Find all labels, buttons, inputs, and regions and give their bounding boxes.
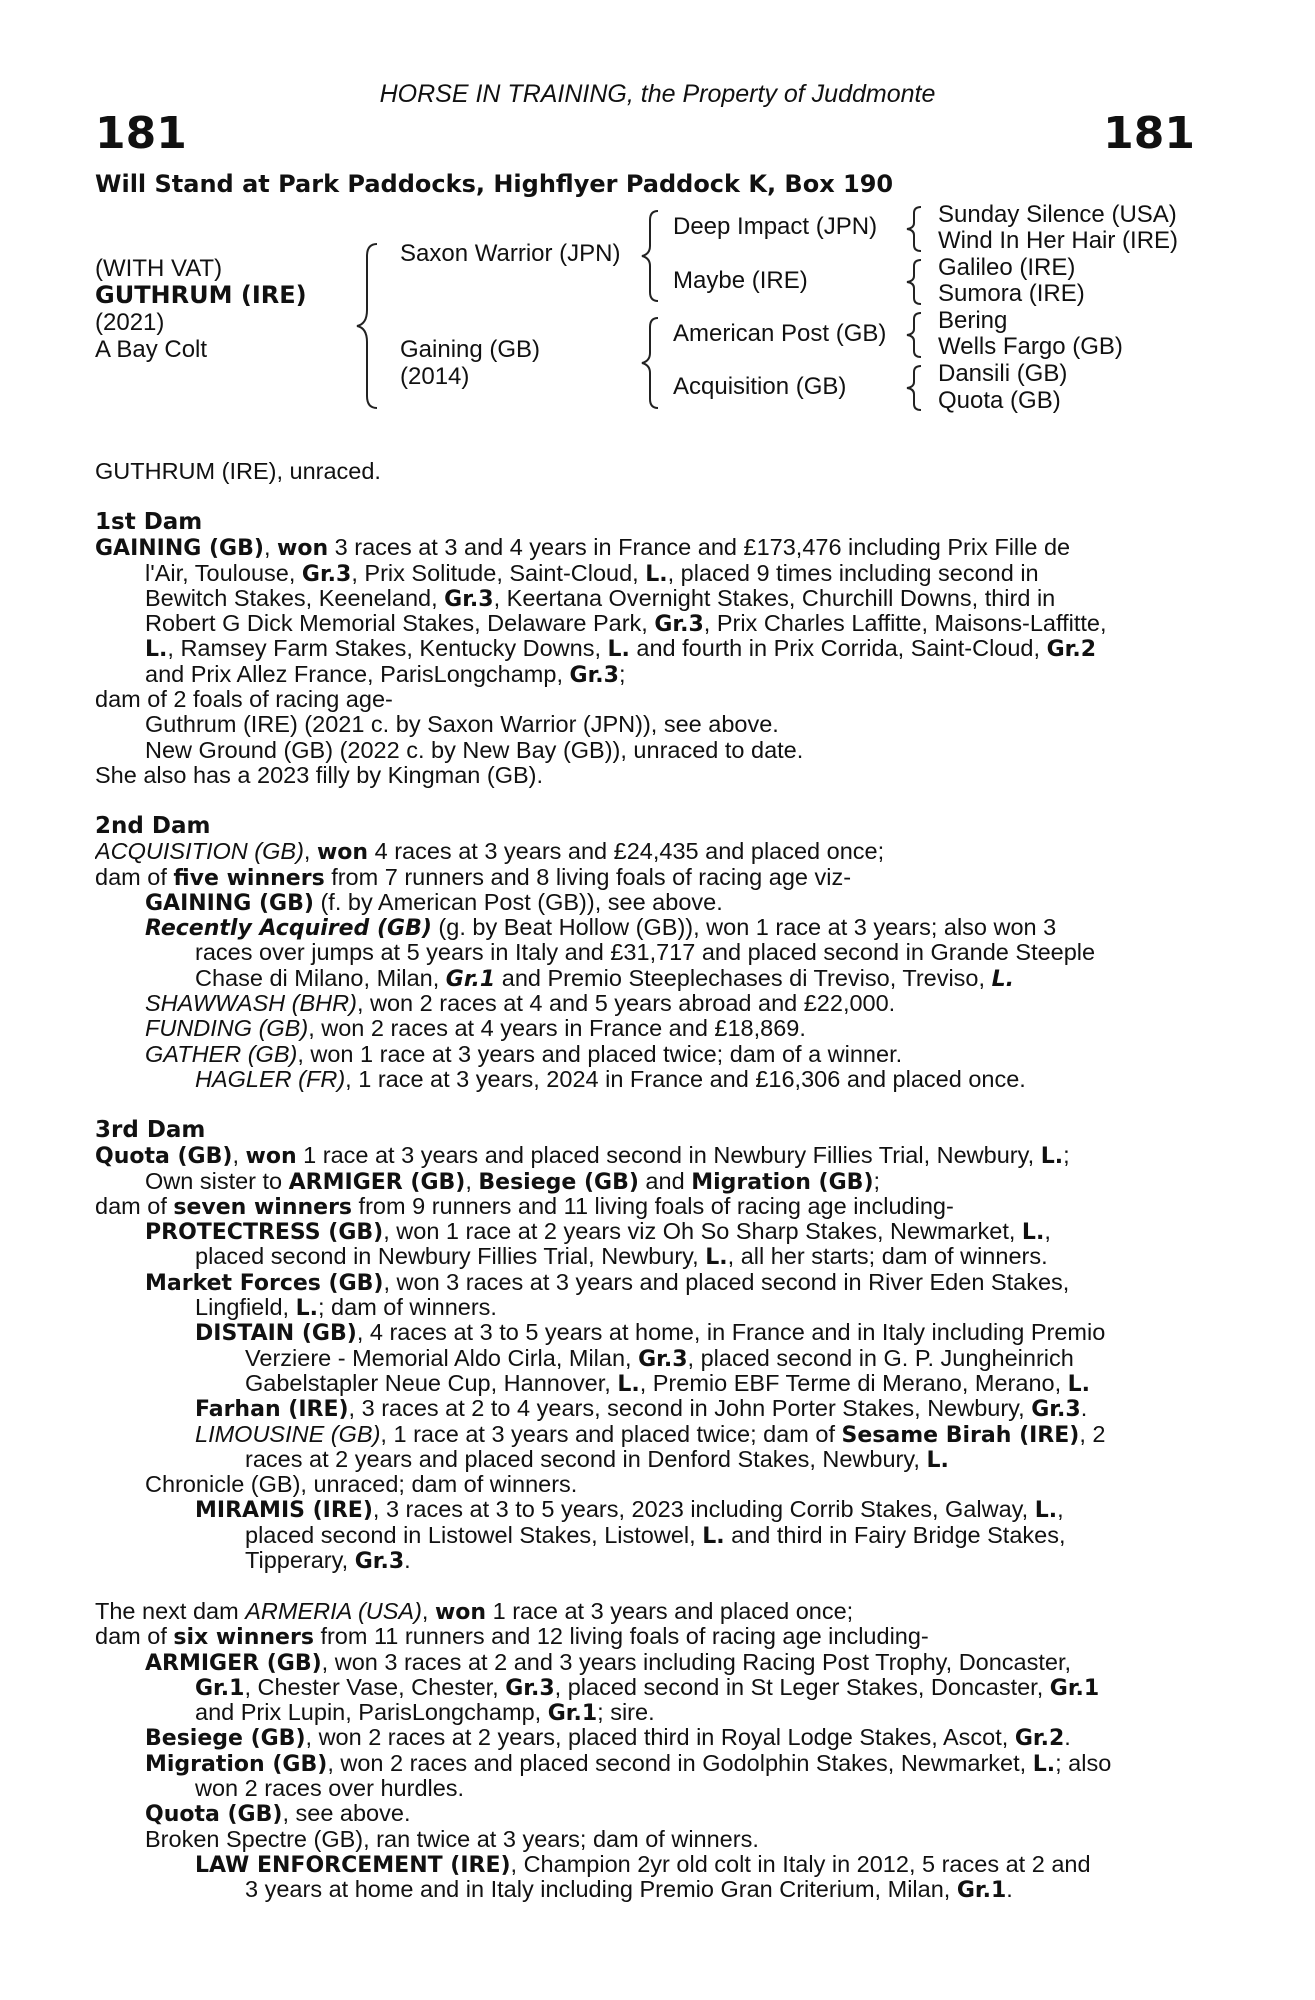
horse-name: Recently Acquired (GB) xyxy=(145,916,432,941)
text: The next dam xyxy=(95,1599,246,1624)
text-line xyxy=(95,611,1205,636)
grade: L. xyxy=(702,1523,725,1549)
horse-name: Besiege (GB) xyxy=(478,1169,639,1194)
grade: Gr.1 xyxy=(547,1701,598,1726)
text: Verziere - Memorial Aldo Cirla, Milan, xyxy=(245,1345,639,1371)
text-line xyxy=(95,1320,1205,1345)
text: and third in Fairy Bridge Stakes, xyxy=(724,1522,1066,1548)
dam-name: Gaining (GB) xyxy=(400,336,541,363)
text-line xyxy=(95,890,1205,915)
text-line xyxy=(95,662,1205,687)
text: ; sire. xyxy=(597,1700,655,1726)
text-line xyxy=(95,1042,1205,1067)
text: , won 2 races and placed second in Godolphin Stakes, Newmarket, xyxy=(327,1750,1033,1776)
grade: Gr.1 xyxy=(195,1675,245,1701)
section-title: 1st Dam xyxy=(95,510,203,535)
text: 1 race at 3 years and placed once; xyxy=(486,1599,854,1624)
text: 4 races at 3 years and £24,435 and placed once; xyxy=(368,839,885,865)
text: , 1 race at 3 years and placed twice; dam of xyxy=(380,1421,842,1447)
grade: L. xyxy=(1032,1751,1056,1777)
text: , Prix Charles Laffitte, Maisons-Laffitte, xyxy=(703,611,1107,637)
text: , Champion 2yr old colt in Italy in 2012, 5 races at 2 and xyxy=(510,1851,1091,1877)
horse-name: DISTAIN (GB) xyxy=(195,1321,357,1346)
intro-block xyxy=(95,459,1205,484)
text-line xyxy=(95,1675,1205,1700)
text: won xyxy=(245,1144,297,1169)
text: and xyxy=(638,1168,692,1194)
horse-name: Quota (GB) xyxy=(95,1144,233,1169)
text-line xyxy=(95,535,1205,560)
grade: L. xyxy=(991,966,1014,992)
dam-sire: American Post (GB) xyxy=(673,320,887,347)
text-line xyxy=(95,1852,1205,1877)
horse-name: Besiege (GB) xyxy=(145,1726,306,1751)
text: , Ramsey Farm Stakes, Kentucky Downs, xyxy=(167,636,608,662)
horse-name: Migration (GB) xyxy=(691,1169,874,1194)
ancestor-dss: Bering xyxy=(938,307,1008,334)
text-line xyxy=(95,839,1205,864)
text: , xyxy=(232,1143,246,1169)
text: ; xyxy=(618,661,626,687)
text-line xyxy=(95,1801,1205,1826)
text-line: dam of 2 foals of racing age- xyxy=(95,687,393,713)
grade: Gr.3 xyxy=(444,586,494,612)
ancestor-ssd: Wind In Her Hair (IRE) xyxy=(938,227,1179,254)
horse-name: LIMOUSINE (GB) xyxy=(195,1421,381,1447)
text-line: Chronicle (GB), unraced; dam of winners. xyxy=(145,1472,578,1498)
grade: Gr.3 xyxy=(354,1549,405,1574)
text-line xyxy=(95,1447,1205,1472)
text: seven winners xyxy=(173,1194,353,1220)
text-line: won 2 races over hurdles. xyxy=(195,1776,465,1802)
text: (g. by Beat Hollow (GB)), won 1 race at 3 years; also won 3 xyxy=(431,915,1057,941)
text: Chase di Milano, Milan, xyxy=(195,965,446,991)
text-line xyxy=(95,1725,1205,1750)
horse-name: ACQUISITION (GB) xyxy=(95,839,304,865)
dam-dam: Acquisition (GB) xyxy=(673,373,847,400)
text: l'Air, Toulouse, xyxy=(145,560,302,586)
text: . xyxy=(1006,1877,1013,1903)
sire-name: Saxon Warrior (JPN) xyxy=(400,240,621,267)
pedigree-brace-main xyxy=(355,240,395,410)
text-line xyxy=(95,1143,1205,1168)
text: , 4 races at 3 to 5 years at home, in France and in Italy including Premio xyxy=(356,1320,1106,1346)
text: , xyxy=(263,535,277,561)
text-line: Guthrum (IRE) (2021 c. by Saxon Warrior (JPN)), see above. xyxy=(145,712,779,738)
ancestor-sss: Sunday Silence (USA) xyxy=(938,201,1177,228)
horse-name: ARMIGER (GB) xyxy=(288,1169,466,1194)
text: . xyxy=(1064,1725,1071,1751)
horse-name: Market Forces (GB) xyxy=(145,1270,384,1296)
section-title: 2nd Dam xyxy=(95,814,211,839)
sire-brace xyxy=(640,208,670,308)
text: won xyxy=(277,536,329,561)
text-line xyxy=(95,915,1205,940)
grade: Gr.3 xyxy=(505,1675,555,1701)
ancestor-sds: Galileo (IRE) xyxy=(938,254,1076,281)
text-line: She also has a 2023 filly by Kingman (GB). xyxy=(95,762,544,788)
second-dam-section xyxy=(95,814,1205,1092)
text-line xyxy=(95,1346,1205,1371)
text: , xyxy=(421,1599,435,1624)
text-line: races over jumps at 5 years in Italy and £31,717 and placed second in Grande Steeple xyxy=(195,940,1096,966)
text: , xyxy=(303,839,317,865)
grade: L. xyxy=(1040,1144,1064,1169)
brace-sd xyxy=(905,258,933,306)
horse-name: GAINING (GB) xyxy=(145,890,314,916)
text-line xyxy=(95,966,1205,991)
dam-year: (2014) xyxy=(400,363,470,390)
grade: L. xyxy=(145,637,168,662)
grade: L. xyxy=(295,1296,318,1321)
brace-ss xyxy=(905,205,933,253)
text: , won 3 races at 3 years and placed second in River Eden Stakes, xyxy=(383,1269,1070,1295)
text: , won 3 races at 2 and 3 years including Racing Post Trophy, Doncaster, xyxy=(321,1649,1072,1675)
horse-name: GUTHRUM (IRE) xyxy=(95,281,307,309)
text: placed second in Newbury Fillies Trial, Newbury, xyxy=(195,1244,706,1270)
text: ; xyxy=(1063,1143,1070,1169)
text-line xyxy=(95,1751,1205,1776)
third-dam-section xyxy=(95,1118,1205,1573)
text: and Premio Steeplechases di Treviso, Treviso, xyxy=(495,965,992,991)
text: , xyxy=(465,1168,479,1194)
text: dam of xyxy=(95,864,174,890)
text: won xyxy=(316,840,369,865)
horse-name: GAINING (GB) xyxy=(95,536,264,561)
text: dam of xyxy=(95,1193,174,1219)
text: . xyxy=(404,1548,411,1574)
text-line xyxy=(95,1219,1205,1244)
horse-name: Quota (GB) xyxy=(145,1802,283,1827)
brace-ds xyxy=(905,311,933,359)
text: six winners xyxy=(173,1625,314,1650)
grade: Gr.2 xyxy=(1046,637,1096,662)
text: ; dam of winners. xyxy=(318,1295,497,1321)
grade: Gr.3 xyxy=(569,662,619,688)
sire-sire: Deep Impact (JPN) xyxy=(673,213,878,240)
horse-name: ARMIGER (GB) xyxy=(145,1650,322,1675)
grade: L. xyxy=(1021,1220,1045,1245)
text-line xyxy=(95,1877,1205,1902)
catalogue-header: HORSE IN TRAINING, the Property of Juddmonte xyxy=(379,80,936,108)
grade: Gr.3 xyxy=(1031,1397,1081,1422)
text: , 3 races at 3 to 5 years, 2023 including Corrib Stakes, Galway, xyxy=(372,1497,1035,1523)
text-line xyxy=(95,1396,1205,1421)
text-line xyxy=(95,1295,1205,1320)
grade: Gr.2 xyxy=(1014,1726,1065,1751)
vat-note: (WITH VAT) xyxy=(95,255,223,282)
grade: L. xyxy=(607,637,630,662)
grade: L. xyxy=(926,1447,949,1473)
text: , won 1 race at 3 years and placed twice; dam of a winner. xyxy=(297,1041,903,1067)
text: , Prix Solitude, Saint-Cloud, xyxy=(351,560,646,586)
text: from 7 runners and 8 living foals of racing age viz- xyxy=(324,864,852,890)
text-line: New Ground (GB) (2022 c. by New Bay (GB)), unraced to date. xyxy=(145,737,804,763)
text: , won 2 races at 4 years in France and £18,869. xyxy=(308,1016,806,1042)
intro-line: GUTHRUM (IRE), unraced. xyxy=(95,459,381,484)
grade: L. xyxy=(705,1245,728,1270)
text: Lingfield, xyxy=(195,1295,296,1321)
horse-name: FUNDING (GB) xyxy=(145,1016,309,1042)
text-line xyxy=(95,1523,1205,1548)
horse-name: MIRAMIS (IRE) xyxy=(195,1498,373,1523)
text-line xyxy=(95,1067,1205,1092)
text: from 9 runners and 11 living foals of racing age including- xyxy=(352,1193,954,1219)
text-line xyxy=(95,561,1205,586)
text: 3 years at home and in Italy including Premio Gran Criterium, Milan, xyxy=(245,1877,957,1903)
text: , placed second in St Leger Stakes, Doncaster, xyxy=(554,1674,1050,1700)
text: , Chester Vase, Chester, xyxy=(244,1674,506,1700)
grade: Gr.3 xyxy=(638,1346,688,1371)
text-line xyxy=(95,1497,1205,1522)
text: Bewitch Stakes, Keeneland, xyxy=(145,585,445,611)
text: and Prix Lupin, ParisLongchamp, xyxy=(195,1700,548,1726)
text: Gabelstapler Neue Cup, Hannover, xyxy=(245,1370,618,1396)
horse-name: ARMERIA (USA) xyxy=(245,1599,422,1624)
text: 3 races at 3 and 4 years in France and £173,476 including Prix Fille de xyxy=(328,535,1071,561)
text: , won 2 races at 4 and 5 years abroad and £22,000. xyxy=(356,991,896,1017)
text-line xyxy=(95,1548,1205,1573)
text: Tipperary, xyxy=(245,1548,355,1574)
ancestor-sdd: Sumora (IRE) xyxy=(938,280,1085,307)
horse-name: LAW ENFORCEMENT (IRE) xyxy=(195,1852,511,1878)
text: Robert G Dick Memorial Stakes, Delaware Park, xyxy=(145,611,655,637)
text: , 1 race at 3 years, 2024 in France and £16,306 and placed once. xyxy=(345,1066,1026,1092)
text-line: Broken Spectre (GB), ran twice at 3 years; dam of winners. xyxy=(145,1826,759,1852)
dam-brace xyxy=(640,315,670,415)
text: , all her starts; dam of winners. xyxy=(727,1244,1048,1270)
horse-name: SHAWWASH (BHR) xyxy=(145,991,357,1017)
text: five winners xyxy=(173,865,325,890)
text: from 11 runners and 12 living foals of racing age including- xyxy=(313,1624,929,1650)
text: , 3 races at 2 to 4 years, second in John Porter Stakes, Newbury, xyxy=(348,1396,1032,1422)
section-title: 3rd Dam xyxy=(95,1118,206,1143)
horse-year: (2021) xyxy=(95,309,165,336)
text: dam of xyxy=(95,1624,174,1650)
grade: L. xyxy=(1067,1371,1091,1397)
grade: L. xyxy=(1034,1498,1058,1523)
text-line xyxy=(95,1599,1205,1624)
next-dam-section xyxy=(95,1599,1205,1903)
grade: L. xyxy=(645,561,668,586)
text-line xyxy=(95,991,1205,1016)
text-line xyxy=(95,1371,1205,1396)
text-line xyxy=(95,1244,1205,1269)
text: 1 race at 3 years and placed second in Newbury Fillies Trial, Newbury, xyxy=(296,1143,1041,1169)
text: , won 2 races at 2 years, placed third in Royal Lodge Stakes, Ascot, xyxy=(305,1725,1015,1751)
brace-dd xyxy=(905,364,933,412)
text-line xyxy=(95,1016,1205,1041)
grade: Gr.1 xyxy=(1049,1675,1100,1701)
sire-dam: Maybe (IRE) xyxy=(673,267,808,294)
text-line xyxy=(95,1650,1205,1675)
text: and fourth in Prix Corrida, Saint-Cloud, xyxy=(629,636,1047,662)
text-line xyxy=(95,1624,1205,1649)
lot-number-right: 181 xyxy=(1103,108,1195,159)
text: , placed second in G. P. Jungheinrich xyxy=(687,1345,1074,1371)
text: (f. by American Post (GB)), see above. xyxy=(313,889,723,915)
grade: Gr.3 xyxy=(301,561,352,586)
text-line xyxy=(95,1422,1205,1447)
text: , see above. xyxy=(282,1801,411,1827)
horse-name: GATHER (GB) xyxy=(145,1041,298,1067)
text: races at 2 years and placed second in Denford Stakes, Newbury, xyxy=(245,1446,927,1472)
text: ; also xyxy=(1055,1750,1112,1776)
text-line xyxy=(95,1169,1205,1194)
text: , won 1 race at 2 years viz Oh So Sharp Stakes, Newmarket, xyxy=(383,1219,1022,1245)
text-line xyxy=(95,1194,1205,1219)
grade: Gr.3 xyxy=(654,612,704,637)
text-line xyxy=(95,1270,1205,1295)
text: , xyxy=(1057,1497,1064,1523)
horse-name: PROTECTRESS (GB) xyxy=(145,1220,384,1245)
horse-name: HAGLER (FR) xyxy=(195,1066,346,1092)
grade: Gr.1 xyxy=(956,1878,1007,1903)
stand-location: Will Stand at Park Paddocks, Highflyer Paddock K, Box 190 xyxy=(95,170,894,198)
horse-name: Farhan (IRE) xyxy=(195,1397,349,1422)
grade: Gr.1 xyxy=(445,966,496,992)
text: , xyxy=(1044,1219,1051,1245)
text: , Keertana Overnight Stakes, Churchill Downs, third in xyxy=(493,585,1056,611)
horse-name: Sesame Birah (IRE) xyxy=(841,1422,1080,1447)
horse-name: Migration (GB) xyxy=(145,1751,328,1777)
horse-description: A Bay Colt xyxy=(95,336,208,363)
text: placed second in Listowel Stakes, Listowel, xyxy=(245,1522,703,1548)
text: . xyxy=(1080,1396,1088,1422)
ancestor-ddd: Quota (GB) xyxy=(938,387,1061,414)
first-dam-section xyxy=(95,510,1205,788)
text: , 2 xyxy=(1079,1421,1106,1447)
text: won xyxy=(434,1600,487,1625)
text: , placed 9 times including second in xyxy=(667,560,1039,586)
text: , Premio EBF Terme di Merano, Merano, xyxy=(639,1370,1068,1396)
text-line xyxy=(95,1700,1205,1725)
text: and Prix Allez France, ParisLongchamp, xyxy=(145,661,570,687)
text-line xyxy=(95,586,1205,611)
lot-number-left: 181 xyxy=(95,108,187,159)
ancestor-dsd: Wells Fargo (GB) xyxy=(938,333,1123,360)
grade: L. xyxy=(617,1371,640,1397)
text: ; xyxy=(873,1168,881,1194)
text-line xyxy=(95,636,1205,661)
text-line xyxy=(95,865,1205,890)
text: Own sister to xyxy=(145,1168,289,1194)
ancestor-dds: Dansili (GB) xyxy=(938,360,1068,387)
